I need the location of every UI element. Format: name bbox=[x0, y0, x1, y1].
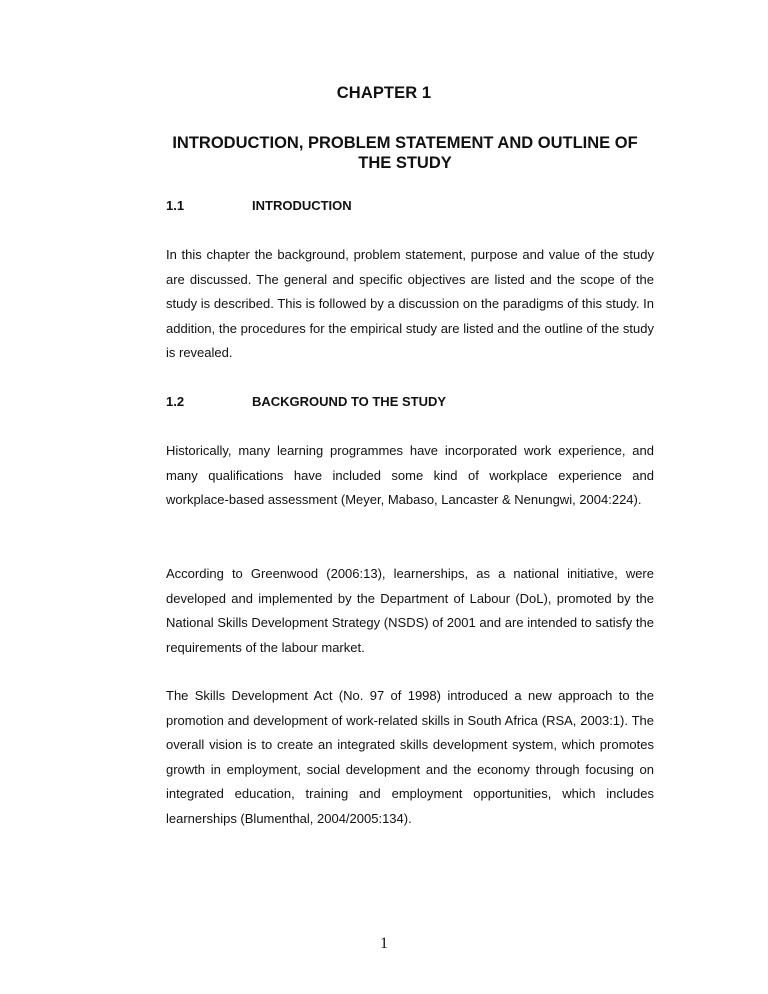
paragraph-background-1: Historically, many learning programmes have incorporated work experience, and many qualifications have included some kind of workplace experience and workplace-based assessment (Meyer, Mabaso, Lancaster & Nenungwi, 2004:224). bbox=[166, 443, 654, 507]
section-title: BACKGROUND TO THE STUDY bbox=[252, 394, 447, 409]
chapter-heading: CHAPTER 1 bbox=[336, 84, 432, 102]
section-number: 1.1 bbox=[166, 198, 185, 213]
section-title: INTRODUCTION bbox=[252, 198, 352, 213]
page-number: 1 bbox=[380, 935, 388, 952]
paragraph-background-3: The Skills Development Act (No. 97 of 1998) introduced a new approach to the promotion and development of work-related skills in South Africa (RSA, 2003:1). The overall vision is to create an integrated skills development system, which promotes growth in employment, social development and the economy through focusing on integrated education, training and employment opportunities, which includes learnerships (Blumenthal, 2004/2005:134). bbox=[166, 688, 654, 826]
chapter-title: INTRODUCTION, PROBLEM STATEMENT AND OUTLINE OF THE STUDY bbox=[172, 134, 638, 172]
paragraph-introduction: In this chapter the background, problem statement, purpose and value of the study are discussed. The general and specific objectives are listed and the scope of the study is described. This is followed by a discussion on the paradigms of this study. In addition, the procedures for the empirical study are listed and the outline of the study is revealed. bbox=[166, 247, 654, 360]
section-number: 1.2 bbox=[166, 394, 185, 409]
section-heading-background bbox=[166, 394, 606, 409]
paragraph-background-2: According to Greenwood (2006:13), learnerships, as a national initiative, were developed and implemented by the Department of Labour (DoL), promoted by the National Skills Development Strategy (NSDS) of 2001 and are intended to satisfy the requirements of the labour market. bbox=[166, 566, 654, 655]
section-heading-introduction bbox=[166, 198, 606, 213]
